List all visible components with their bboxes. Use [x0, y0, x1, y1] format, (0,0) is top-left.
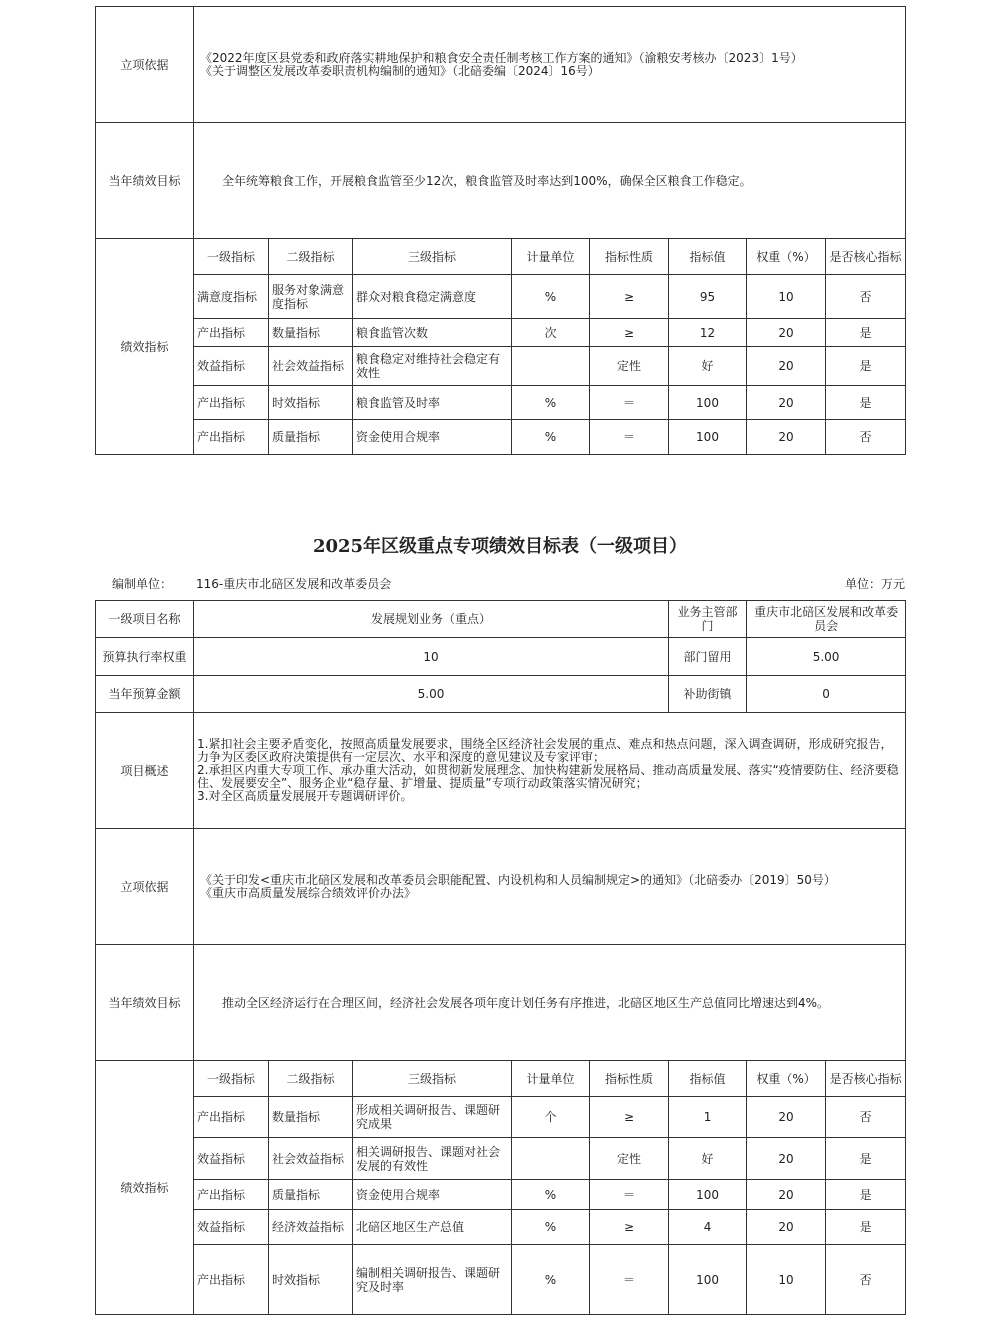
- cell-level3: 粮食监管及时率: [353, 386, 512, 420]
- header-cell: 是否核心指标: [826, 239, 906, 275]
- dept-label: 业务主管部门: [669, 601, 747, 638]
- basis-line: 《2022年度区县党委和政府落实耕地保护和粮食安全责任制考核工作方案的通知》（渝粮安考核办〔2023〕1号）: [200, 50, 803, 65]
- cell-value: 12: [669, 319, 747, 347]
- cell-weight: 10: [747, 275, 826, 319]
- reserve-label: 部门留用: [669, 638, 747, 676]
- cell-unit: %: [512, 1180, 590, 1210]
- cell-unit: %: [512, 275, 590, 319]
- goal-label: 当年绩效目标: [96, 123, 194, 239]
- cell-value: 4: [669, 1210, 747, 1245]
- cell-nature: ≥: [590, 1097, 669, 1138]
- header-cell: 二级指标: [269, 1061, 353, 1097]
- cell-level2: 社会效益指标: [269, 347, 353, 386]
- weight-value: 10: [194, 638, 669, 676]
- subsidy-value: 0: [747, 676, 906, 713]
- header-cell: 指标值: [669, 239, 747, 275]
- header-cell: 二级指标: [269, 239, 353, 275]
- cell-value: 好: [669, 347, 747, 386]
- header-cell: 权重（%）: [747, 239, 826, 275]
- basis-label: 立项依据: [96, 829, 194, 945]
- cell-core: 是: [826, 347, 906, 386]
- reserve-value: 5.00: [747, 638, 906, 676]
- cell-value: 100: [669, 386, 747, 420]
- page-title: 2025年区级重点专项绩效目标表（一级项目）: [312, 536, 688, 557]
- cell-value: 100: [669, 420, 747, 455]
- cell-core: 是: [826, 1138, 906, 1180]
- cell-weight: 20: [747, 420, 826, 455]
- cell-level2: 质量指标: [269, 1180, 353, 1210]
- basis-line: 《关于印发<重庆市北碚区发展和改革委员会职能配置、内设机构和人员编制规定>的通知》（北碚委办〔2019〕50号）: [200, 872, 836, 887]
- overview-label: 项目概述: [96, 713, 194, 829]
- cell-level1: 产出指标: [194, 319, 269, 347]
- table-row: [96, 319, 906, 347]
- cell-level1: 产出指标: [194, 386, 269, 420]
- cell-core: 是: [826, 319, 906, 347]
- cell-level2: 时效指标: [269, 1245, 353, 1315]
- cell-level1: 产出指标: [194, 1097, 269, 1138]
- cell-core: 否: [826, 275, 906, 319]
- cell-unit: 次: [512, 319, 590, 347]
- cell-nature: 定性: [590, 1138, 669, 1180]
- cell-value: 95: [669, 275, 747, 319]
- cell-level3: 相关调研报告、课题对社会发展的有效性: [353, 1138, 512, 1180]
- cell-value: 1: [669, 1097, 747, 1138]
- header-cell: 计量单位: [512, 1061, 590, 1097]
- cell-level2: 经济效益指标: [269, 1210, 353, 1245]
- cell-weight: 20: [747, 347, 826, 386]
- basis-text: [194, 7, 906, 123]
- project-name-label: 一级项目名称: [96, 601, 194, 638]
- cell-unit: %: [512, 1210, 590, 1245]
- upper-performance-table: [95, 6, 906, 455]
- cell-core: 是: [826, 386, 906, 420]
- cell-weight: 20: [747, 319, 826, 347]
- basis-line: 《关于调整区发展改革委职责机构编制的通知》（北碚委编〔2024〕16号）: [200, 63, 600, 78]
- cell-nature: ＝: [590, 386, 669, 420]
- cell-unit: [512, 1138, 590, 1180]
- cell-level3: 资金使用合规率: [353, 420, 512, 455]
- table-row: [96, 1245, 906, 1315]
- header-cell: 一级指标: [194, 239, 269, 275]
- header-cell: 指标值: [669, 1061, 747, 1097]
- overview-line: 2.承担区内重大专项工作、承办重大活动，如贯彻新发展理念、加快构建新发展格局、推动高质量发展、落实“疫情要防住、经济要稳住、发展要安全”、服务企业“稳存量、扩增量、提质量”专项行动政策落实情况研究；: [197, 763, 899, 790]
- cell-level1: 满意度指标: [194, 275, 269, 319]
- budget-label: 当年预算金额: [96, 676, 194, 713]
- cell-level2: 社会效益指标: [269, 1138, 353, 1180]
- cell-nature: 定性: [590, 347, 669, 386]
- cell-unit: %: [512, 420, 590, 455]
- header-cell: 三级指标: [353, 239, 512, 275]
- goal-label: 当年绩效目标: [96, 945, 194, 1061]
- cell-weight: 20: [747, 1138, 826, 1180]
- money-unit: 单位：万元: [844, 577, 905, 591]
- table-row: [96, 1097, 906, 1138]
- unit-name: 116-重庆市北碚区发展和改革委员会: [196, 577, 392, 591]
- basis-line: 《重庆市高质量发展综合绩效评价办法》: [200, 885, 417, 900]
- cell-level2: 数量指标: [269, 319, 353, 347]
- cell-nature: ＝: [590, 1245, 669, 1315]
- cell-unit: %: [512, 1245, 590, 1315]
- cell-level3: 编制相关调研报告、课题研究及时率: [353, 1245, 512, 1315]
- basis-label: 立项依据: [96, 7, 194, 123]
- table-row: [96, 1138, 906, 1180]
- table-row: [96, 1210, 906, 1245]
- indicators-label: 绩效指标: [96, 1061, 194, 1315]
- cell-level1: 产出指标: [194, 1180, 269, 1210]
- cell-weight: 20: [747, 386, 826, 420]
- cell-unit: [512, 347, 590, 386]
- unit-row: [112, 575, 905, 592]
- table-row: [96, 275, 906, 319]
- cell-core: 否: [826, 420, 906, 455]
- goal-text: 推动全区经济运行在合理区间，经济社会发展各项年度计划任务有序推进，北碚区地区生产总值同比增速达到4%。: [194, 945, 906, 1061]
- cell-unit: %: [512, 386, 590, 420]
- header-cell: 指标性质: [590, 239, 669, 275]
- cell-core: 是: [826, 1210, 906, 1245]
- header-cell: 指标性质: [590, 1061, 669, 1097]
- indicators-label: 绩效指标: [96, 239, 194, 455]
- table-row: [96, 1180, 906, 1210]
- cell-level3: 资金使用合规率: [353, 1180, 512, 1210]
- goal-text: 全年统筹粮食工作，开展粮食监管至少12次，粮食监管及时率达到100%，确保全区粮食工作稳定。: [194, 123, 906, 239]
- overview-line: 1.紧扣社会主要矛盾变化，按照高质量发展要求，围绕全区经济社会发展的重点、难点和热点问题，深入调查调研，形成研究报告，力争为区委区政府决策提供有一定层次、水平和深度的意见建议及专家评审；: [197, 737, 893, 764]
- overview-line: 3.对全区高质量发展展开专题调研评价。: [197, 789, 413, 803]
- cell-weight: 20: [747, 1210, 826, 1245]
- cell-level2: 数量指标: [269, 1097, 353, 1138]
- cell-level3: 粮食稳定对维持社会稳定有效性: [353, 347, 512, 386]
- cell-level3: 粮食监管次数: [353, 319, 512, 347]
- basis-text: [194, 829, 906, 945]
- cell-nature: ≥: [590, 1210, 669, 1245]
- cell-level1: 效益指标: [194, 1138, 269, 1180]
- cell-unit: 个: [512, 1097, 590, 1138]
- cell-weight: 20: [747, 1180, 826, 1210]
- subsidy-label: 补助街镇: [669, 676, 747, 713]
- cell-value: 100: [669, 1180, 747, 1210]
- cell-value: 100: [669, 1245, 747, 1315]
- header-cell: 一级指标: [194, 1061, 269, 1097]
- cell-weight: 10: [747, 1245, 826, 1315]
- cell-core: 是: [826, 1180, 906, 1210]
- cell-value: 好: [669, 1138, 747, 1180]
- cell-level3: 北碚区地区生产总值: [353, 1210, 512, 1245]
- weight-label: 预算执行率权重: [96, 638, 194, 676]
- cell-core: 否: [826, 1245, 906, 1315]
- cell-level2: 时效指标: [269, 386, 353, 420]
- cell-level1: 效益指标: [194, 1210, 269, 1245]
- header-cell: 三级指标: [353, 1061, 512, 1097]
- project-name: 发展规划业务（重点）: [194, 601, 669, 638]
- budget-value: 5.00: [194, 676, 669, 713]
- header-cell: 权重（%）: [747, 1061, 826, 1097]
- cell-level1: 产出指标: [194, 1245, 269, 1315]
- cell-nature: ＝: [590, 420, 669, 455]
- overview-text: [194, 713, 906, 829]
- dept-name: 重庆市北碚区发展和改革委员会: [747, 601, 906, 638]
- cell-level2: 服务对象满意度指标: [269, 275, 353, 319]
- cell-level1: 效益指标: [194, 347, 269, 386]
- unit-label: 编制单位：: [112, 577, 173, 591]
- cell-nature: ＝: [590, 1180, 669, 1210]
- header-cell: 是否核心指标: [826, 1061, 906, 1097]
- cell-level3: 形成相关调研报告、课题研究成果: [353, 1097, 512, 1138]
- cell-level3: 群众对粮食稳定满意度: [353, 275, 512, 319]
- table-row: [96, 347, 906, 386]
- cell-nature: ≥: [590, 319, 669, 347]
- cell-weight: 20: [747, 1097, 826, 1138]
- cell-level1: 产出指标: [194, 420, 269, 455]
- cell-nature: ≥: [590, 275, 669, 319]
- cell-level2: 质量指标: [269, 420, 353, 455]
- table-row: [96, 420, 906, 455]
- header-cell: 计量单位: [512, 239, 590, 275]
- lower-performance-table: [95, 600, 906, 1315]
- table-row: [96, 386, 906, 420]
- cell-core: 否: [826, 1097, 906, 1138]
